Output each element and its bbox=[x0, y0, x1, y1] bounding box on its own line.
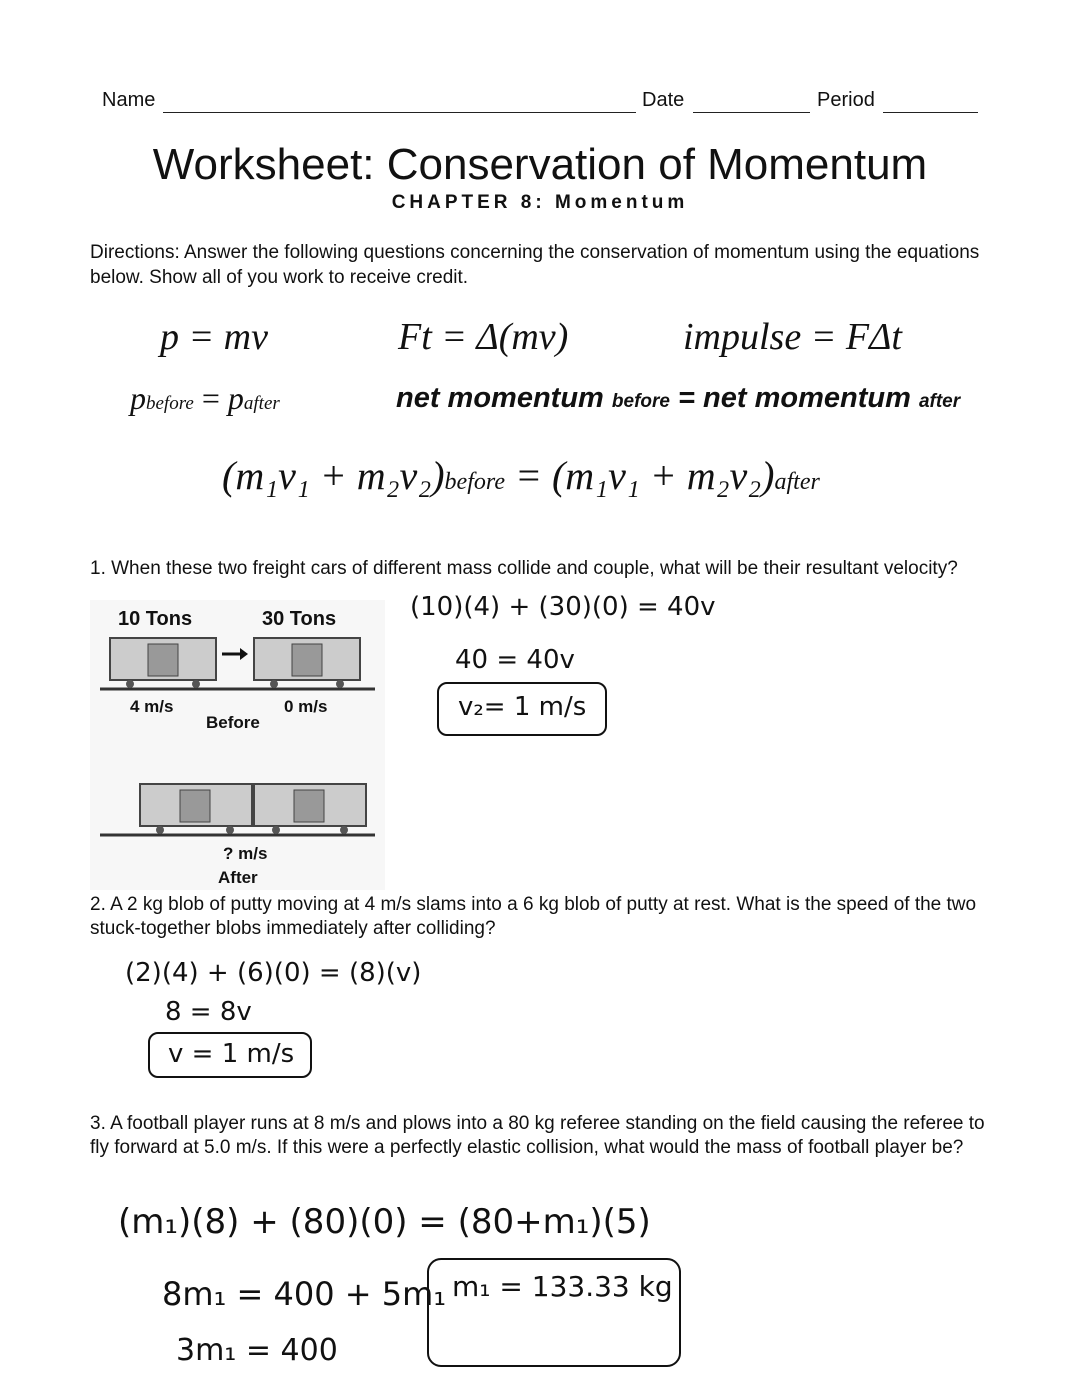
p-before: p bbox=[130, 380, 146, 416]
p-after-sub: after bbox=[243, 393, 280, 414]
worksheet-title: Worksheet: Conservation of Momentum bbox=[152, 140, 928, 189]
net-before-label: net momentum bbox=[396, 382, 604, 414]
before-caption: Before bbox=[206, 713, 260, 732]
car1-mass-label: 10 Tons bbox=[118, 608, 193, 630]
q1-work-line-2: 40 = 40v bbox=[455, 645, 575, 675]
period-line[interactable] bbox=[883, 112, 978, 113]
car1-speed-label: 4 m/s bbox=[130, 697, 174, 716]
name-line[interactable] bbox=[163, 112, 636, 113]
car2-speed-label: 0 m/s bbox=[284, 697, 328, 716]
date-label: Date bbox=[642, 89, 685, 111]
question-2-text: 2. A 2 kg blob of putty moving at 4 m/s slams into a 6 kg blob of putty at rest. What is the speed of the two stuck-together blobs immediately after colliding? bbox=[90, 894, 977, 939]
q2-work-line-1: (2)(4) + (6)(0) = (8)(v) bbox=[125, 958, 422, 988]
period-label: Period bbox=[817, 89, 875, 111]
after-cars-illustration bbox=[90, 778, 385, 843]
equation-impulse-change: Ft = Δ(mv) bbox=[398, 316, 569, 358]
net-before-sub: before bbox=[611, 391, 670, 412]
q2-work-line-2: 8 = 8v bbox=[165, 997, 252, 1027]
after-caption: After bbox=[218, 868, 258, 887]
date-line[interactable] bbox=[693, 112, 810, 113]
q3-work-line-3: 3m₁ = 400 bbox=[176, 1333, 338, 1368]
big-left-sub: before bbox=[444, 469, 505, 495]
q3-work-line-1: (m₁)(8) + (80)(0) = (80+m₁)(5) bbox=[118, 1202, 651, 1242]
after-speed-label: ? m/s bbox=[223, 844, 268, 863]
q3-answer: m₁ = 133.33 kg bbox=[452, 1270, 673, 1303]
q3-work-line-2: 8m₁ = 400 + 5m₁ bbox=[162, 1275, 447, 1313]
p-before-sub: before bbox=[146, 393, 194, 414]
net-equals: = bbox=[678, 382, 695, 414]
before-cars-illustration bbox=[90, 632, 385, 697]
big-right-sub: after bbox=[774, 469, 820, 495]
name-label: Name bbox=[102, 89, 156, 111]
q1-work-line-1: (10)(4) + (30)(0) = 40v bbox=[410, 592, 716, 622]
equation-impulse: impulse = FΔt bbox=[683, 316, 902, 358]
equals-sign: = bbox=[201, 380, 220, 416]
p-after: p bbox=[227, 380, 244, 416]
chapter-heading: CHAPTER 8: Momentum bbox=[391, 192, 689, 213]
equation-momentum: p = mv bbox=[160, 316, 268, 358]
question-3-text: 3. A football player runs at 8 m/s and plows into a 80 kg referee standing on the field causing the referee to fly forward at 5.0 m/s. If this were a perfectly elastic collision, what would the mass of football player be? bbox=[90, 1113, 985, 1158]
q2-answer: v = 1 m/s bbox=[168, 1039, 295, 1069]
big-momentum-equation bbox=[222, 452, 820, 499]
directions: Directions: Answer the following questions concerning the conservation of momentum using the equations below. Show all of you work to receive credit. bbox=[90, 242, 980, 288]
question-1-text: 1. When these two freight cars of different mass collide and couple, what will be their resultant velocity? bbox=[90, 558, 958, 579]
car2-mass-label: 30 Tons bbox=[262, 608, 337, 630]
net-after-sub: after bbox=[918, 391, 961, 412]
big-left: (m₁v₁ + m₂v₂) bbox=[222, 453, 445, 498]
net-after-label: net momentum bbox=[703, 382, 911, 414]
q1-answer: v₂= 1 m/s bbox=[458, 692, 587, 722]
big-mid: = (m₁v₁ + m₂v₂) bbox=[514, 453, 775, 498]
freight-cars-figure bbox=[90, 600, 385, 890]
net-momentum-equation bbox=[396, 382, 960, 415]
equation-p-before-after bbox=[130, 380, 280, 417]
